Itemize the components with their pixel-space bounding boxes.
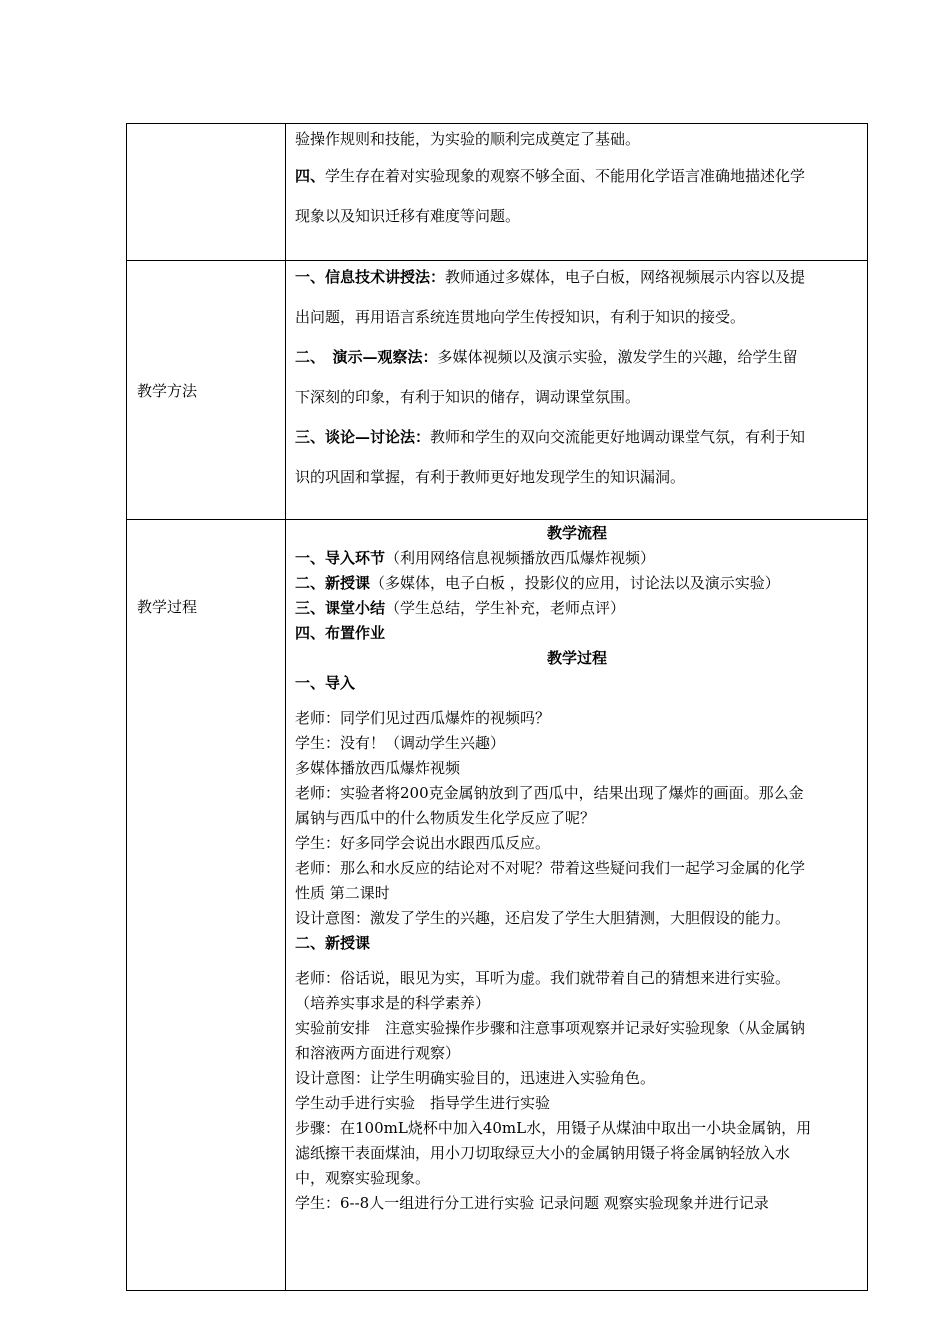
item-heading: 三、课堂小结 bbox=[295, 599, 386, 617]
table-row bbox=[127, 124, 868, 261]
flow-title: 教学流程 bbox=[546, 524, 607, 542]
flow-item-3 bbox=[295, 596, 859, 621]
item-heading: 三、谈论—讨论法： bbox=[295, 428, 431, 446]
process-line: （培养实事求是的科学素养） bbox=[295, 994, 491, 1012]
item-heading: 二、新授课 bbox=[295, 574, 371, 592]
method-line: 下深刻的印象，有利于知识的储存，调动课堂氛围。 bbox=[295, 388, 641, 406]
process-cell bbox=[286, 520, 868, 1291]
process-line: 多媒体播放西瓜爆炸视频 bbox=[295, 759, 461, 777]
row-label-empty bbox=[127, 124, 286, 261]
process-line: 学生：6--8人一组进行分工进行实验 记录问题 观察实验现象并进行记录 bbox=[295, 1194, 769, 1212]
row-label-process: 教学过程 bbox=[127, 520, 286, 1291]
process-title: 教学过程 bbox=[546, 649, 607, 667]
process-line: 性质 第二课时 bbox=[295, 884, 390, 902]
item-text: 学生存在着对实验现象的观察不够全面、不能用化学语言准确地描述化学 bbox=[325, 167, 806, 185]
flow-item-1 bbox=[295, 546, 859, 571]
process-line: 滤纸擦干表面煤油，用小刀切取绿豆大小的金属钠用镊子将金属钠轻放入水 bbox=[295, 1144, 791, 1162]
lesson-plan-table bbox=[126, 123, 868, 1291]
process-line: 老师：同学们见过西瓜爆炸的视频吗？ bbox=[295, 709, 551, 727]
process-line: 学生动手进行实验 指导学生进行实验 bbox=[295, 1094, 551, 1112]
table-row bbox=[127, 261, 868, 520]
item-text: 教师通过多媒体，电子白板，网络视频展示内容以及提 bbox=[445, 268, 806, 286]
analysis-line: 现象以及知识迁移有难度等问题。 bbox=[295, 207, 521, 225]
row-label-method: 教学方法 bbox=[127, 261, 286, 520]
method-item-3 bbox=[295, 417, 859, 457]
process-line: 设计意图：让学生明确实验目的，迅速进入实验角色。 bbox=[295, 1069, 656, 1087]
item-heading: 四、布置作业 bbox=[295, 624, 386, 642]
process-line: 设计意图：激发了学生的兴趣，还启发了学生大胆猜测，大胆假设的能力。 bbox=[295, 909, 791, 927]
process-line: 学生：好多同学会说出水跟西瓜反应。 bbox=[295, 834, 551, 852]
item-heading: 二、 演示—观察法： bbox=[295, 348, 438, 366]
method-line: 识的巩固和掌握，有利于教师更好地发现学生的知识漏洞。 bbox=[295, 468, 686, 486]
item-heading: 一、导入环节 bbox=[295, 549, 386, 567]
analysis-line: 验操作规则和技能，为实验的顺利完成奠定了基础。 bbox=[295, 130, 641, 148]
process-line: 实验前安排 注意实验操作步骤和注意事项观察并记录好实验现象（从金属钠 bbox=[295, 1019, 806, 1037]
process-line: 老师：那么和水反应的结论对不对呢？带着这些疑问我们一起学习金属的化学 bbox=[295, 859, 806, 877]
section-heading: 一、导入 bbox=[295, 674, 356, 692]
process-line: 中，观察实验现象。 bbox=[295, 1169, 431, 1187]
analysis-item-4 bbox=[295, 156, 859, 196]
section-heading: 二、新授课 bbox=[295, 934, 371, 952]
table-row bbox=[127, 520, 868, 1291]
method-cell bbox=[286, 261, 868, 520]
process-line: 老师：实验者将200克金属钠放到了西瓜中，结果出现了爆炸的画面。那么金 bbox=[295, 784, 804, 802]
analysis-cell bbox=[286, 124, 868, 261]
process-line: 学生：没有！（调动学生兴趣） bbox=[295, 734, 506, 752]
method-line: 出问题，再用语言系统连贯地向学生传授知识，有利于知识的接受。 bbox=[295, 308, 746, 326]
process-line: 属钠与西瓜中的什么物质发生化学反应了呢？ bbox=[295, 809, 596, 827]
item-text: （学生总结，学生补充，老师点评） bbox=[385, 599, 626, 617]
flow-item-2 bbox=[295, 571, 859, 596]
item-heading: 一、信息技术讲授法： bbox=[295, 268, 446, 286]
item-heading: 四、 bbox=[295, 167, 326, 185]
item-text: （利用网络信息视频播放西瓜爆炸视频） bbox=[385, 549, 656, 567]
process-line: 和溶液两方面进行观察） bbox=[295, 1044, 461, 1062]
process-line: 老师：俗话说，眼见为实，耳听为虚。我们就带着自己的猜想来进行实验。 bbox=[295, 969, 791, 987]
method-item-1 bbox=[295, 257, 859, 297]
method-item-2 bbox=[295, 337, 859, 377]
item-text: （多媒体，电子白板 ，投影仪的应用，讨论法以及演示实验） bbox=[370, 574, 780, 592]
flow-item-4 bbox=[295, 621, 859, 646]
item-text: 教师和学生的双向交流能更好地调动课堂气氛，有利于知 bbox=[430, 428, 806, 446]
item-text: 多媒体视频以及演示实验，激发学生的兴趣，给学生留 bbox=[437, 348, 798, 366]
process-line: 步骤：在100mL烧杯中加入40mL水，用镊子从煤油中取出一小块金属钠，用 bbox=[295, 1119, 812, 1137]
